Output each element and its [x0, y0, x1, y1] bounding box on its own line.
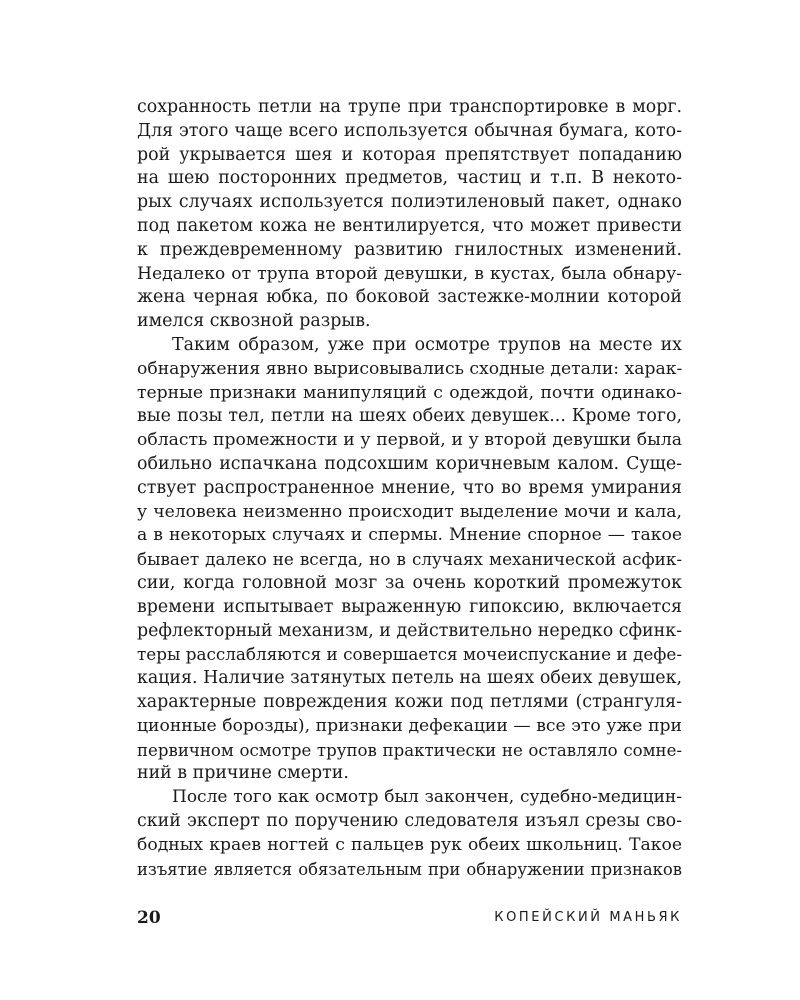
text-line: сохранность петли на трупе при транспортировке в морг.: [137, 97, 682, 117]
text-line: ский эксперт по поручению следователя изъял срезы сво-: [137, 810, 682, 831]
text-line: а в некоторых случаях и спермы. Мнение спорное — такое: [137, 525, 682, 546]
text-line: времени испытывает выраженную гипоксию, включается: [137, 596, 682, 617]
text-line: у человека неизменно происходит выделение мочи и кала,: [137, 501, 682, 522]
text-line: ний в причине смерти.: [137, 763, 349, 784]
paragraph-first-line: После того как осмотр был закончен, судебно-медицин-: [172, 787, 682, 808]
text-line: обильно испачкана подсохшим коричневым калом. Суще-: [137, 453, 682, 474]
text-line: терные признаки манипуляций с одеждой, почти одинако-: [137, 382, 682, 403]
text-line: рых случаях используется полиэтиленовый пакет, однако: [137, 192, 682, 213]
text-line: область промежности и у первой, и у второй девушки была: [137, 430, 682, 451]
paragraph-first-line: Таким образом, уже при осмотре трупов на месте их: [172, 334, 682, 355]
text-line: на шею посторонних предметов, частиц и т.п. В некото-: [137, 168, 682, 189]
text-line: изъятие является обязательным при обнаружении признаков: [137, 859, 682, 879]
text-line: бывает далеко не всегда, но в случаях механической асфик-: [137, 549, 682, 570]
text-line: первичном осмотре трупов практически не оставляло сомне-: [137, 740, 682, 760]
text-line: сии, когда головной мозг за очень короткий промежуток: [137, 572, 682, 593]
text-line: рой укрывается шея и которая препятствует попаданию: [137, 144, 682, 165]
text-line: бодных краев ногтей с пальцев рук обеих школьниц. Такое: [137, 834, 682, 855]
text-line: ствует распространенное мнение, что во время умирания: [137, 477, 682, 498]
text-line: к преждевременному развитию гнилостных изменений.: [137, 239, 682, 260]
text-line: характерные повреждения кожи под петлями (странгуля-: [137, 691, 682, 712]
text-line: Недалеко от трупа второй девушки, в кустах, была обнару-: [137, 263, 682, 284]
text-line: жена черная юбка, по боковой застежке-молнии которой: [137, 287, 682, 308]
text-line: под пакетом кожа не вентилируется, что может привести: [137, 215, 682, 236]
text-line: ционные борозды), признаки дефекации — все это уже при: [137, 715, 682, 736]
text-line: обнаружения явно вырисовывались сходные детали: харак-: [137, 358, 683, 379]
running-head: КОПЕЙСКИЙ МАНЬЯК: [494, 910, 682, 925]
page-number: 20: [137, 908, 161, 928]
text-line: вые позы тел, петли на шеях обеих девушек... Кроме того,: [137, 406, 682, 427]
text-line: кация. Наличие затянутых петель на шеях обеих девушек,: [137, 668, 682, 689]
text-line: Для этого чаще всего используется обычная бумага, кото-: [137, 120, 682, 141]
text-line: имелся сквозной разрыв.: [137, 311, 371, 332]
body-text: [137, 96, 682, 881]
text-line: рефлекторный механизм, и действительно нередко сфинк-: [137, 620, 682, 641]
text-line: теры расслабляются и совершается мочеиспускание и дефе-: [137, 644, 682, 665]
